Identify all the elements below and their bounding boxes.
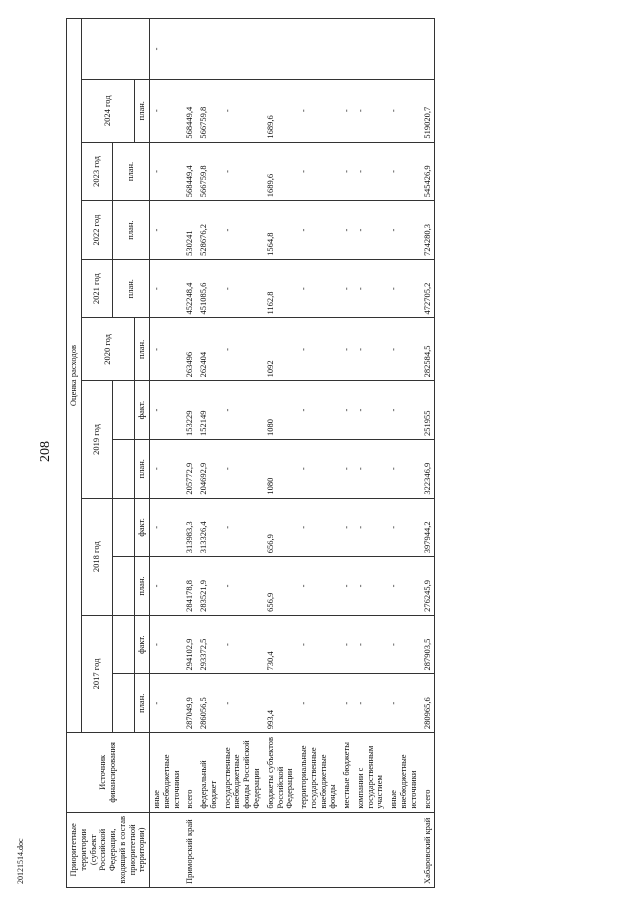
- value-cell: 993,4: [264, 674, 297, 733]
- value-cell: [197, 19, 221, 80]
- header-year-2023: 2023 год: [81, 142, 113, 201]
- value-cell: -: [340, 498, 354, 557]
- header-empty: [113, 439, 135, 498]
- value-cell: -: [150, 498, 184, 557]
- table-row: [354, 19, 387, 888]
- territory-cell: [387, 812, 420, 887]
- value-cell: 152149: [197, 381, 221, 440]
- value-cell: -: [221, 79, 264, 142]
- value-cell: -: [150, 318, 184, 381]
- value-cell: -: [150, 259, 184, 318]
- value-cell: [264, 19, 297, 80]
- value-cell: -: [354, 259, 387, 318]
- header-plan: план.: [113, 201, 150, 260]
- source-cell: компании с государственным участием: [354, 733, 387, 813]
- header-empty: [113, 381, 135, 440]
- value-cell: -: [150, 439, 184, 498]
- value-cell: [221, 19, 264, 80]
- header-plan: план.: [135, 318, 150, 381]
- value-cell: -: [387, 381, 420, 440]
- table-header: [67, 19, 150, 888]
- source-cell: иные внебюджетные источники: [387, 733, 420, 813]
- value-cell: -: [387, 318, 420, 381]
- value-cell: -: [221, 142, 264, 201]
- header-fact: факт.: [135, 498, 150, 557]
- value-cell: -: [221, 557, 264, 616]
- value-cell: -: [221, 201, 264, 260]
- value-cell: -: [387, 201, 420, 260]
- value-cell: 251955: [421, 381, 435, 440]
- value-cell: 566759,8: [197, 142, 221, 201]
- value-cell: 286056,5: [197, 674, 221, 733]
- header-territory: Приоритетные территории (субъект Российской Федерации, входящий в состав приоритетной территории): [67, 812, 150, 887]
- value-cell: -: [297, 318, 340, 381]
- table-row: [150, 19, 184, 888]
- value-cell: 545426,9: [421, 142, 435, 201]
- header-year-2021: 2021 год: [81, 259, 113, 318]
- value-cell: 566759,8: [197, 79, 221, 142]
- value-cell: -: [297, 615, 340, 674]
- value-cell: 1080: [264, 439, 297, 498]
- value-cell: -: [340, 381, 354, 440]
- value-cell: [297, 19, 340, 80]
- value-cell: -: [297, 439, 340, 498]
- value-cell: -: [354, 79, 387, 142]
- table-row: [183, 19, 197, 888]
- value-cell: -: [150, 615, 184, 674]
- value-cell: 284178,8: [183, 557, 197, 616]
- value-cell: 276245,9: [421, 557, 435, 616]
- value-cell: -: [340, 674, 354, 733]
- table-body: [150, 19, 435, 888]
- value-cell: -: [150, 142, 184, 201]
- value-cell: -: [387, 259, 420, 318]
- header-year-2020: 2020 год: [81, 318, 135, 381]
- value-cell: -: [297, 381, 340, 440]
- value-cell: -: [354, 142, 387, 201]
- value-cell: 519020,7: [421, 79, 435, 142]
- header-year-2022: 2022 год: [81, 201, 113, 260]
- table-row: [387, 19, 420, 888]
- value-cell: -: [354, 498, 387, 557]
- header-plan: план.: [135, 674, 150, 733]
- value-cell: -: [354, 615, 387, 674]
- value-cell: 287049,9: [183, 674, 197, 733]
- territory-cell: Приморский край: [183, 812, 197, 887]
- value-cell: -: [150, 79, 184, 142]
- value-cell: -: [354, 557, 387, 616]
- value-cell: 730,4: [264, 615, 297, 674]
- value-cell: 1689,6: [264, 142, 297, 201]
- source-cell: всего: [421, 733, 435, 813]
- header-plan: план.: [135, 79, 150, 142]
- value-cell: -: [297, 142, 340, 201]
- header-plan: план.: [113, 142, 150, 201]
- source-cell: федеральный бюджет: [197, 733, 221, 813]
- value-cell: 397944,2: [421, 498, 435, 557]
- page-number: 208: [38, 441, 53, 462]
- value-cell: 568449,4: [183, 142, 197, 201]
- value-cell: -: [221, 381, 264, 440]
- value-cell: -: [387, 615, 420, 674]
- value-cell: -: [150, 557, 184, 616]
- header-fact: факт.: [135, 615, 150, 674]
- value-cell: 528676,2: [197, 201, 221, 260]
- territory-cell: [354, 812, 387, 887]
- source-cell: государственные внебюджетные фонды Российской Федерации: [221, 733, 264, 813]
- value-cell: 656,9: [264, 498, 297, 557]
- header-year-2017: 2017 год: [81, 615, 113, 732]
- value-cell: -: [340, 557, 354, 616]
- value-cell: 287903,5: [421, 615, 435, 674]
- source-cell: бюджеты субъектов Российской Федерации: [264, 733, 297, 813]
- value-cell: 293372,5: [197, 615, 221, 674]
- header-empty: [113, 557, 135, 616]
- value-cell: -: [297, 201, 340, 260]
- territory-cell: [264, 812, 297, 887]
- value-cell: 656,9: [264, 557, 297, 616]
- value-cell: 1162,8: [264, 259, 297, 318]
- value-cell: -: [150, 381, 184, 440]
- value-cell: -: [387, 498, 420, 557]
- value-cell: -: [150, 674, 184, 733]
- value-cell: -: [340, 79, 354, 142]
- value-cell: 1689,6: [264, 79, 297, 142]
- value-cell: [183, 19, 197, 80]
- source-cell: местные бюджеты: [340, 733, 354, 813]
- value-cell: [354, 19, 387, 80]
- header-plan: план.: [135, 557, 150, 616]
- header-fact: факт.: [135, 381, 150, 440]
- value-cell: -: [340, 439, 354, 498]
- header-plan: план.: [113, 259, 150, 318]
- header-group: Оценка расходов: [67, 19, 82, 733]
- header-empty: [113, 498, 135, 557]
- value-cell: 1080: [264, 381, 297, 440]
- header-empty: [113, 674, 135, 733]
- value-cell: -: [221, 439, 264, 498]
- value-cell: 263496: [183, 318, 197, 381]
- value-cell: 282584,5: [421, 318, 435, 381]
- value-cell: -: [297, 557, 340, 616]
- territory-cell: [340, 812, 354, 887]
- value-cell: 204692,9: [197, 439, 221, 498]
- value-cell: 1564,8: [264, 201, 297, 260]
- document-id: 20121514.doc: [16, 838, 25, 884]
- table-row: [264, 19, 297, 888]
- value-cell: -: [297, 674, 340, 733]
- value-cell: 313326,4: [197, 498, 221, 557]
- header-year-2018: 2018 год: [81, 498, 113, 615]
- header-empty: [113, 615, 135, 674]
- value-cell: -: [297, 79, 340, 142]
- value-cell: 280965,6: [421, 674, 435, 733]
- value-cell: -: [387, 439, 420, 498]
- table-container: [66, 18, 558, 888]
- header-source: Источник финансирования: [67, 733, 150, 813]
- value-cell: -: [354, 381, 387, 440]
- value-cell: -: [297, 259, 340, 318]
- value-cell: 205772,9: [183, 439, 197, 498]
- value-cell: -: [340, 318, 354, 381]
- value-cell: -: [387, 142, 420, 201]
- value-cell: [387, 19, 420, 80]
- value-cell: 313983,3: [183, 498, 197, 557]
- value-cell: -: [297, 498, 340, 557]
- source-cell: всего: [183, 733, 197, 813]
- header-plan: план.: [135, 439, 150, 498]
- source-cell: иные внебюджетные источники: [150, 733, 184, 813]
- value-cell: 153229: [183, 381, 197, 440]
- header-spare: [81, 19, 149, 80]
- value-cell: -: [221, 674, 264, 733]
- value-cell: 322346,9: [421, 439, 435, 498]
- value-cell: 724280,3: [421, 201, 435, 260]
- value-cell: 451085,6: [197, 259, 221, 318]
- value-cell: 262404: [197, 318, 221, 381]
- value-cell: -: [150, 19, 184, 80]
- territory-cell: [297, 812, 340, 887]
- value-cell: 530241: [183, 201, 197, 260]
- territory-cell: Хабаровский край: [421, 812, 435, 887]
- table-row: [221, 19, 264, 888]
- value-cell: [340, 19, 354, 80]
- value-cell: -: [387, 557, 420, 616]
- value-cell: -: [340, 259, 354, 318]
- value-cell: 472705,2: [421, 259, 435, 318]
- territory-cell: [150, 812, 184, 887]
- value-cell: -: [340, 615, 354, 674]
- header-year-2024: 2024 год: [81, 79, 135, 142]
- value-cell: -: [340, 142, 354, 201]
- territory-cell: [197, 812, 221, 887]
- value-cell: -: [221, 259, 264, 318]
- value-cell: -: [354, 674, 387, 733]
- table-row: [297, 19, 340, 888]
- header-year-2019: 2019 год: [81, 381, 113, 498]
- value-cell: 568449,4: [183, 79, 197, 142]
- value-cell: -: [354, 201, 387, 260]
- table-row: [197, 19, 221, 888]
- territory-cell: [221, 812, 264, 887]
- value-cell: -: [387, 79, 420, 142]
- source-cell: территориальные государственные внебюджетные фонды: [297, 733, 340, 813]
- value-cell: -: [354, 439, 387, 498]
- value-cell: 294102,9: [183, 615, 197, 674]
- value-cell: -: [150, 201, 184, 260]
- value-cell: -: [354, 318, 387, 381]
- value-cell: -: [387, 674, 420, 733]
- value-cell: [421, 19, 435, 80]
- value-cell: -: [340, 201, 354, 260]
- value-cell: -: [221, 498, 264, 557]
- value-cell: 1092: [264, 318, 297, 381]
- value-cell: -: [221, 615, 264, 674]
- value-cell: 452248,4: [183, 259, 197, 318]
- expenditure-table: [66, 18, 435, 888]
- value-cell: -: [221, 318, 264, 381]
- table-row: [340, 19, 354, 888]
- value-cell: 283521,9: [197, 557, 221, 616]
- table-row: [421, 19, 435, 888]
